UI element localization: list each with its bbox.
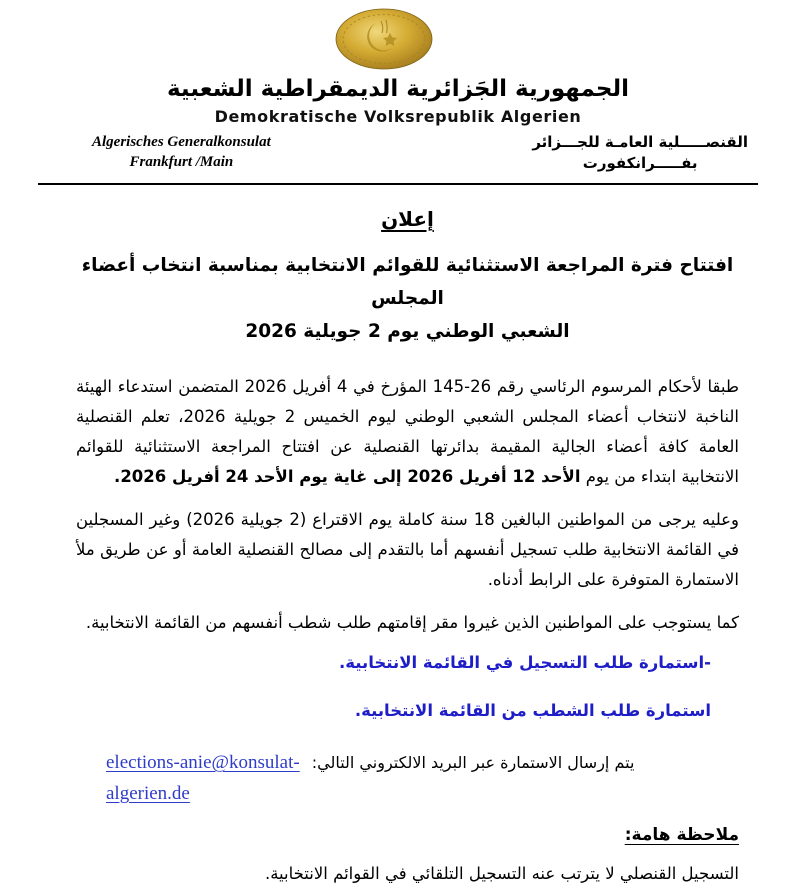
consulate-ar-line2: بفـــــرانكفورت bbox=[582, 154, 698, 172]
registration-form-link[interactable]: -استمارة طلب التسجيل في القائمة الانتخابية. bbox=[338, 653, 711, 672]
important-note-text: التسجيل القنصلي لا يترتب عنه التسجيل التلقائي في القوائم الانتخابية. bbox=[264, 864, 739, 883]
email-paragraph bbox=[76, 747, 739, 809]
document-body bbox=[0, 185, 796, 888]
consulate-header-row bbox=[0, 126, 796, 174]
paragraph-decree-dates-bold: الأحد 12 أفريل 2026 إلى غاية يوم الأحد 24 أفريل 2026. bbox=[114, 467, 581, 486]
consulate-ar-line1: القنصـــــلية العامـة للجـــزائر bbox=[532, 133, 748, 151]
page-title: إعلان bbox=[381, 207, 434, 231]
announcement-heading bbox=[76, 249, 739, 348]
country-title-arabic: الجمهورية الجَزائرية الديمقراطية الشعبية bbox=[166, 76, 630, 102]
paragraph-removal: كما يستوجب على المواطنين الذين غيروا مقر إقامتهم طلب شطب أنفسهم من القائمة الانتخابية. bbox=[85, 613, 739, 632]
consulate-name-arabic bbox=[532, 132, 748, 174]
paragraph-registration: وعليه يرجى من المواطنين البالغين 18 سنة كاملة يوم الاقتراع (2 جويلية 2026) وغير المسجلين في القائمة الانتخابية طلب تسجيل أنفسهم أما بالتقدم إلى مصالح القنصلية العامة أو عن طريق ملأ الاستمارة المتوفرة على الرابط أدناه. bbox=[76, 510, 739, 589]
email-link-line2[interactable]: algerien.de bbox=[106, 783, 190, 804]
heading-line1: افتتاح فترة المراجعة الاستثنائية للقوائم الانتخابية بمناسبة انتخاب أعضاء المجلس bbox=[81, 255, 734, 309]
algeria-seal-icon bbox=[334, 7, 434, 71]
header-emblem-area bbox=[0, 0, 796, 71]
paragraph-decree-normal: طبقا لأحكام المرسوم الرئاسي رقم 26-145 المؤرخ في 4 أفريل 2026 المتضمن استدعاء الهيئة الناخبة لانتخاب أعضاء المجلس الشعبي الوطني ليوم الخميس 2 جويلية 2026، تعلم القنصلية العامة كافة أعضاء الجالية المقيمة بدائرتها القنصلية عن افتتاح المراجعة الاستثنائية للقوائم الانتخابية ابتداء من يوم bbox=[76, 377, 740, 486]
removal-form-link[interactable]: استمارة طلب الشطب من القائمة الانتخابية. bbox=[354, 701, 711, 720]
important-note-title: ملاحظة هامة: bbox=[624, 825, 739, 845]
consulate-name-german bbox=[92, 132, 271, 172]
email-link-line1[interactable]: elections-anie@konsulat- bbox=[106, 752, 300, 773]
heading-line2: الشعبي الوطني يوم 2 جويلية 2026 bbox=[245, 321, 570, 342]
country-title-german: Demokratische Volksrepublik Algerien bbox=[214, 107, 582, 126]
email-label: يتم إرسال الاستمارة عبر البريد الالكتروني التالي: bbox=[311, 753, 635, 772]
paragraph-decree bbox=[76, 372, 739, 492]
consulate-de-line1: Algerisches Generalkonsulat bbox=[92, 134, 271, 150]
consulate-de-line2: Frankfurt /Main bbox=[129, 154, 234, 170]
